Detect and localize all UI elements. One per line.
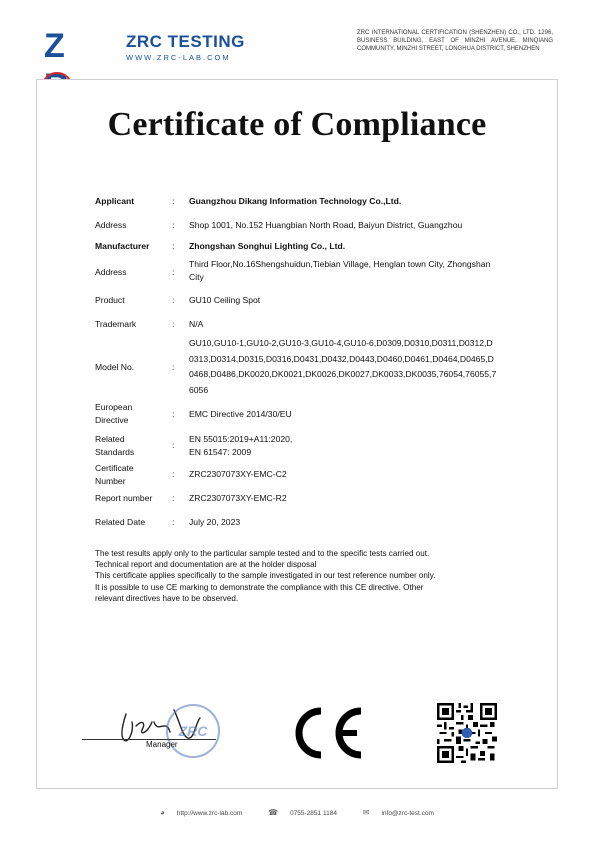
logo-name: ZRC TESTING (126, 32, 245, 51)
standards-row (95, 433, 525, 461)
model-row (95, 336, 525, 400)
standards-value (189, 433, 511, 459)
applicant-label: Applicant (95, 196, 135, 206)
standards-label-line2: Standards (95, 447, 135, 457)
footer-website[interactable] (154, 810, 248, 817)
colon: : (172, 220, 175, 230)
model-line: GU10,GU10-1,GU10-2,GU10-3,GU10-4,GU10-6,D0309,D0310,D0311,D0312,D (189, 338, 493, 348)
certificate-label-line1: Certificate (95, 463, 134, 473)
manufacturer-address-line1: Third Floor,No.16Shengshuidun,Tiebian Village, Henglan town City, Zhongshan (189, 259, 491, 269)
standards-line2: EN 61547: 2009 (189, 447, 252, 457)
directive-label-line1: European (95, 402, 133, 412)
directive-row (95, 401, 525, 429)
colon: : (172, 469, 175, 479)
manufacturer-label: Manufacturer (95, 241, 150, 251)
phone-icon: ☎ (268, 808, 279, 817)
standards-label (95, 433, 167, 459)
directive-label-line2: Directive (95, 415, 129, 425)
note-line: Technical report and documentation are at the holder disposal (95, 560, 317, 570)
footer-email[interactable] (357, 810, 440, 817)
footer-phone (262, 810, 343, 817)
footer-website-text: http://www.zrc-lab.com (176, 810, 243, 817)
qr-code-icon (437, 703, 497, 763)
standards-label-line1: Related (95, 434, 125, 444)
note-line: The test results apply only to the particular sample tested and to the specific tests carried out. (95, 549, 430, 558)
footer-email-text: info@zrc-test.com (381, 810, 434, 817)
manufacturer-address-row (95, 258, 525, 286)
colon: : (172, 440, 175, 450)
certificate-number-value: ZRC2307073XY-EMC-C2 (189, 469, 287, 479)
colon: : (172, 493, 175, 503)
footer-phone-text: 0755-2851 1184 (290, 810, 337, 817)
certificate-number-row (95, 462, 525, 490)
model-line: 6056 (189, 384, 209, 395)
directive-value: EMC Directive 2014/30/EU (189, 409, 292, 419)
certificate-number-label (95, 462, 167, 488)
logo-website: WWW.ZRC-LAB.COM (126, 53, 231, 62)
report-number-label: Report number (95, 493, 153, 503)
model-line: 0313,D0314,D0315,D0316,D0431,D0432,D0443,D0460,D0461,D0464,D0465,D (189, 353, 494, 364)
trademark-label: Trademark (95, 319, 137, 329)
product-label: Product (95, 295, 125, 305)
manufacturer-address-label: Address (95, 267, 127, 277)
colon: : (172, 267, 175, 277)
applicant-value: Guangzhou Dikang Information Technology Co.,Ltd. (189, 196, 402, 206)
manufacturer-value: Zhongshan Songhui Lighting Co., Ltd. (189, 241, 346, 251)
model-label: Model No. (95, 362, 135, 372)
page-title: Certificate of Compliance (107, 106, 487, 143)
logo-mark: Z (44, 26, 70, 146)
colon: : (172, 517, 175, 527)
colon: : (172, 319, 175, 329)
directive-label (95, 401, 167, 427)
related-date-label: Related Date (95, 517, 146, 527)
notes (95, 548, 495, 604)
model-line: 0468,D0486,DK0020,DK0021,DK0026,DK0027,DK0033,DK0035,76054,76055,7 (189, 369, 497, 379)
mail-icon: ✉ (362, 808, 370, 817)
report-number-value: ZRC2307073XY-EMC-R2 (189, 493, 287, 503)
manager-label: Manager (146, 740, 178, 749)
certificate-label-line2: Number (95, 476, 126, 486)
colon: : (172, 362, 175, 372)
company-address: ZRC INTERNATIONAL CERTIFICATION (SHENZHEN) CO., LTD. 1296, BUSINESS BUILDING, EAST OF MINZHI AVENUE, MINQIANG COMMUNITY, MINZHI STREET, LONGHUA DISTRICT, SHENZHEN (357, 30, 553, 52)
ce-mark-icon (291, 705, 367, 761)
footer (0, 808, 594, 817)
product-value: GU10 Ceiling Spot (189, 295, 261, 305)
address-value: Shop 1001, No.152 Huangbian North Road, Baiyun District, Guangzhou (189, 220, 463, 230)
note-line: relevant directives have to be observed. (95, 593, 239, 603)
note-line: This certificate applies specifically to the sample investigated in our test reference number only. (95, 571, 436, 581)
note-line: It is possible to use CE marking to demonstrate the compliance with this CE directive. Other (95, 582, 424, 592)
colon: : (172, 196, 175, 206)
trademark-value: N/A (189, 319, 204, 329)
related-date-value: July 20, 2023 (189, 517, 241, 527)
standards-line1: EN 55015:2019+A11:2020, (189, 434, 293, 444)
manufacturer-address-value (189, 258, 511, 284)
zrc-stamp: ZRC (166, 704, 220, 758)
globe-icon: ◕ (160, 808, 165, 817)
colon: : (172, 241, 175, 251)
manufacturer-address-line2: City (189, 272, 204, 282)
colon: : (172, 295, 175, 305)
address-label: Address (95, 220, 127, 230)
model-value (189, 336, 511, 398)
colon: : (172, 409, 175, 419)
